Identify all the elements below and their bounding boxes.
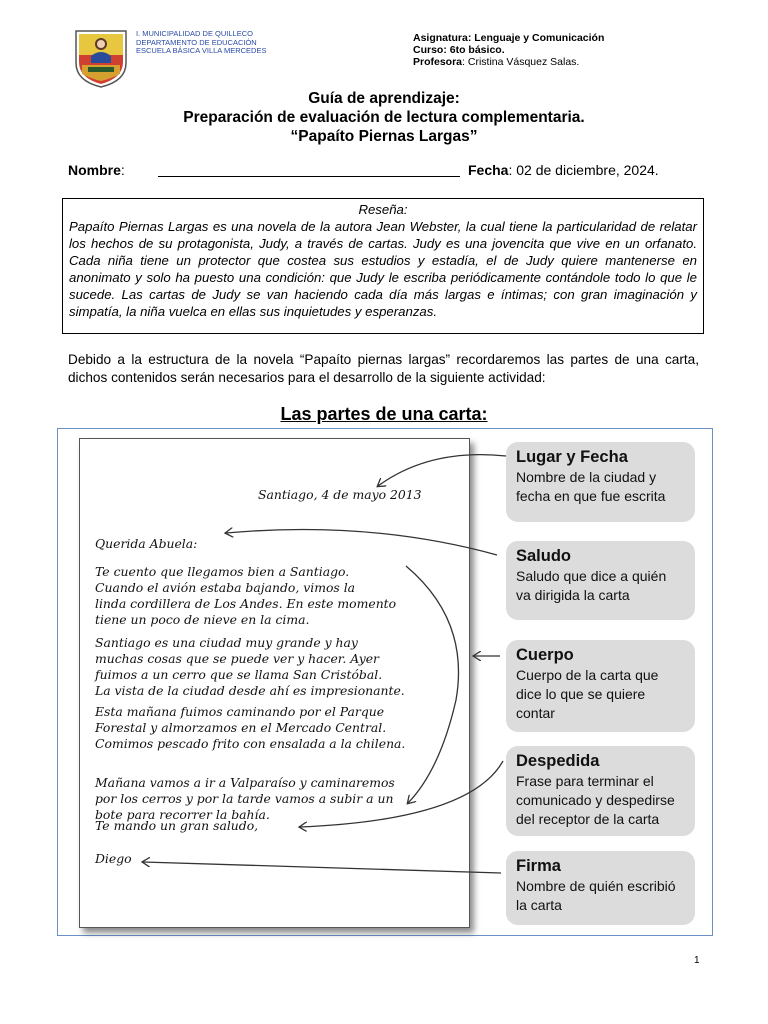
letter-body-line: Cuando el avión estaba bajando, vimos la bbox=[95, 580, 356, 595]
name-colon: : bbox=[120, 162, 125, 178]
part-desc: contar bbox=[516, 705, 555, 721]
arrow-cuerpo-bracket bbox=[406, 566, 459, 803]
part-card-firma bbox=[506, 851, 695, 925]
part-card-cuerpo bbox=[506, 640, 695, 732]
institution-line: DEPARTAMENTO DE EDUCACIÓN bbox=[136, 37, 257, 47]
letter-body-line: muchas cosas que se puede ver y hacer. Ayer bbox=[95, 651, 379, 666]
part-title: Despedida bbox=[516, 752, 600, 770]
part-title: Firma bbox=[516, 857, 561, 875]
letter-body-line: Comimos pescado frito con ensalada a la chilena. bbox=[95, 736, 406, 751]
part-title: Lugar y Fecha bbox=[516, 448, 628, 466]
page-number: 1 bbox=[694, 955, 700, 966]
letter-body-line: fuimos a un cerro que se llama San Cristóbal. bbox=[95, 667, 383, 682]
teacher-value: : Cristina Vásquez Salas. bbox=[462, 56, 580, 68]
letter-body-line: bote para recorrer la bahía. bbox=[95, 807, 270, 822]
letter-body-line: Santiago es una ciudad muy grande y hay bbox=[95, 635, 358, 650]
title-line-2: Preparación de evaluación de lectura complementaria. bbox=[183, 109, 585, 126]
part-desc: la carta bbox=[516, 897, 562, 913]
subject-value: Lenguaje y Comunicación bbox=[474, 32, 605, 44]
part-desc: fecha en que fue escrita bbox=[516, 488, 666, 504]
part-desc: Nombre de quién escribió bbox=[516, 878, 676, 894]
arrow-saludo bbox=[226, 529, 497, 555]
intro-paragraph: Debido a la estructura de la novela “Papaíto piernas largas” recordaremos las partes de una carta, dichos contenidos serán necesarios para el desarrollo de la siguiente actividad: bbox=[68, 352, 699, 385]
letter-body-line: por los cerros y por la tarde vamos a subir a un bbox=[95, 791, 394, 806]
date-label: Fecha bbox=[468, 162, 509, 178]
title-line-3: “Papaíto Piernas Largas” bbox=[290, 128, 478, 145]
part-title: Cuerpo bbox=[516, 646, 574, 664]
letter-signature: Diego bbox=[95, 851, 132, 866]
part-card-lugar-fecha bbox=[506, 442, 695, 522]
section-title: Las partes de una carta: bbox=[280, 404, 488, 424]
letter-body-line: Forestal y almorzamos en el Mercado Central. bbox=[95, 720, 387, 735]
part-desc: Cuerpo de la carta que bbox=[516, 667, 659, 683]
date-value: : 02 de diciembre, 2024. bbox=[508, 162, 659, 178]
part-desc: dice lo que se quiere bbox=[516, 686, 646, 702]
part-card-despedida bbox=[506, 746, 695, 836]
part-card-saludo bbox=[506, 541, 695, 620]
institution-line: I. MUNICIPALIDAD DE QUILLECO bbox=[136, 29, 253, 38]
letter-greeting: Querida Abuela: bbox=[95, 536, 198, 551]
part-desc: Saludo que dice a quién bbox=[516, 568, 667, 584]
part-desc: Nombre de la ciudad y bbox=[516, 469, 657, 485]
arrow-despedida bbox=[300, 761, 503, 827]
letter-body-line: Esta mañana fuimos caminando por el Parque bbox=[95, 704, 385, 719]
part-desc: va dirigida la carta bbox=[516, 587, 630, 603]
title-line-1: Guía de aprendizaje: bbox=[308, 90, 460, 107]
part-desc: del receptor de la carta bbox=[516, 811, 660, 827]
part-desc: Frase para terminar el bbox=[516, 773, 654, 789]
letter-body-line: Te cuento que llegamos bien a Santiago. bbox=[95, 564, 350, 579]
name-label: Nombre bbox=[68, 162, 121, 178]
letter-closing: Te mando un gran saludo, bbox=[95, 818, 259, 833]
institution-line: ESCUELA BÁSICA VILLA MERCEDES bbox=[136, 46, 267, 55]
letter-body-line: Mañana vamos a ir a Valparaíso y caminaremos bbox=[95, 775, 395, 790]
letter-date: Santiago, 4 de mayo 2013 bbox=[258, 487, 422, 502]
review-title: Reseña: bbox=[358, 202, 408, 217]
arrow-lugar-fecha bbox=[378, 455, 506, 486]
review-text: Papaíto Piernas Largas es una novela de la autora Jean Webster, la cual tiene la particularidad de relatar los hechos de su protagonista, Judy, a través de cartas. Judy es una jovencita que vive en un orfanato. Cada niña tiene un protector que costea sus estudios y estadía, el de Judy quiere mantenerse en anonimato y solo ha puesto una condición: que Judy le escriba periódicamente contándole todo lo que le sucede. Las cartas de Judy se van haciendo cada día más largas e íntimas; con gran imaginación y simpatía, la niña vuelca en ellas sus inquietudes y esperanzas. bbox=[69, 219, 697, 319]
course-value: 6to básico. bbox=[449, 44, 505, 56]
letter-body-line: tiene un poco de nieve en la cima. bbox=[95, 612, 310, 627]
letter-body-line: linda cordillera de Los Andes. En este momento bbox=[95, 596, 397, 611]
part-desc: comunicado y despedirse bbox=[516, 792, 675, 808]
subject-label: Asignatura: bbox=[413, 32, 472, 44]
teacher-label: Profesora bbox=[413, 56, 463, 68]
course-label: Curso: bbox=[413, 44, 447, 56]
arrow-firma bbox=[143, 862, 501, 873]
letter-body-line: La vista de la ciudad desde ahí es impresionante. bbox=[95, 683, 405, 698]
part-title: Saludo bbox=[516, 547, 572, 565]
